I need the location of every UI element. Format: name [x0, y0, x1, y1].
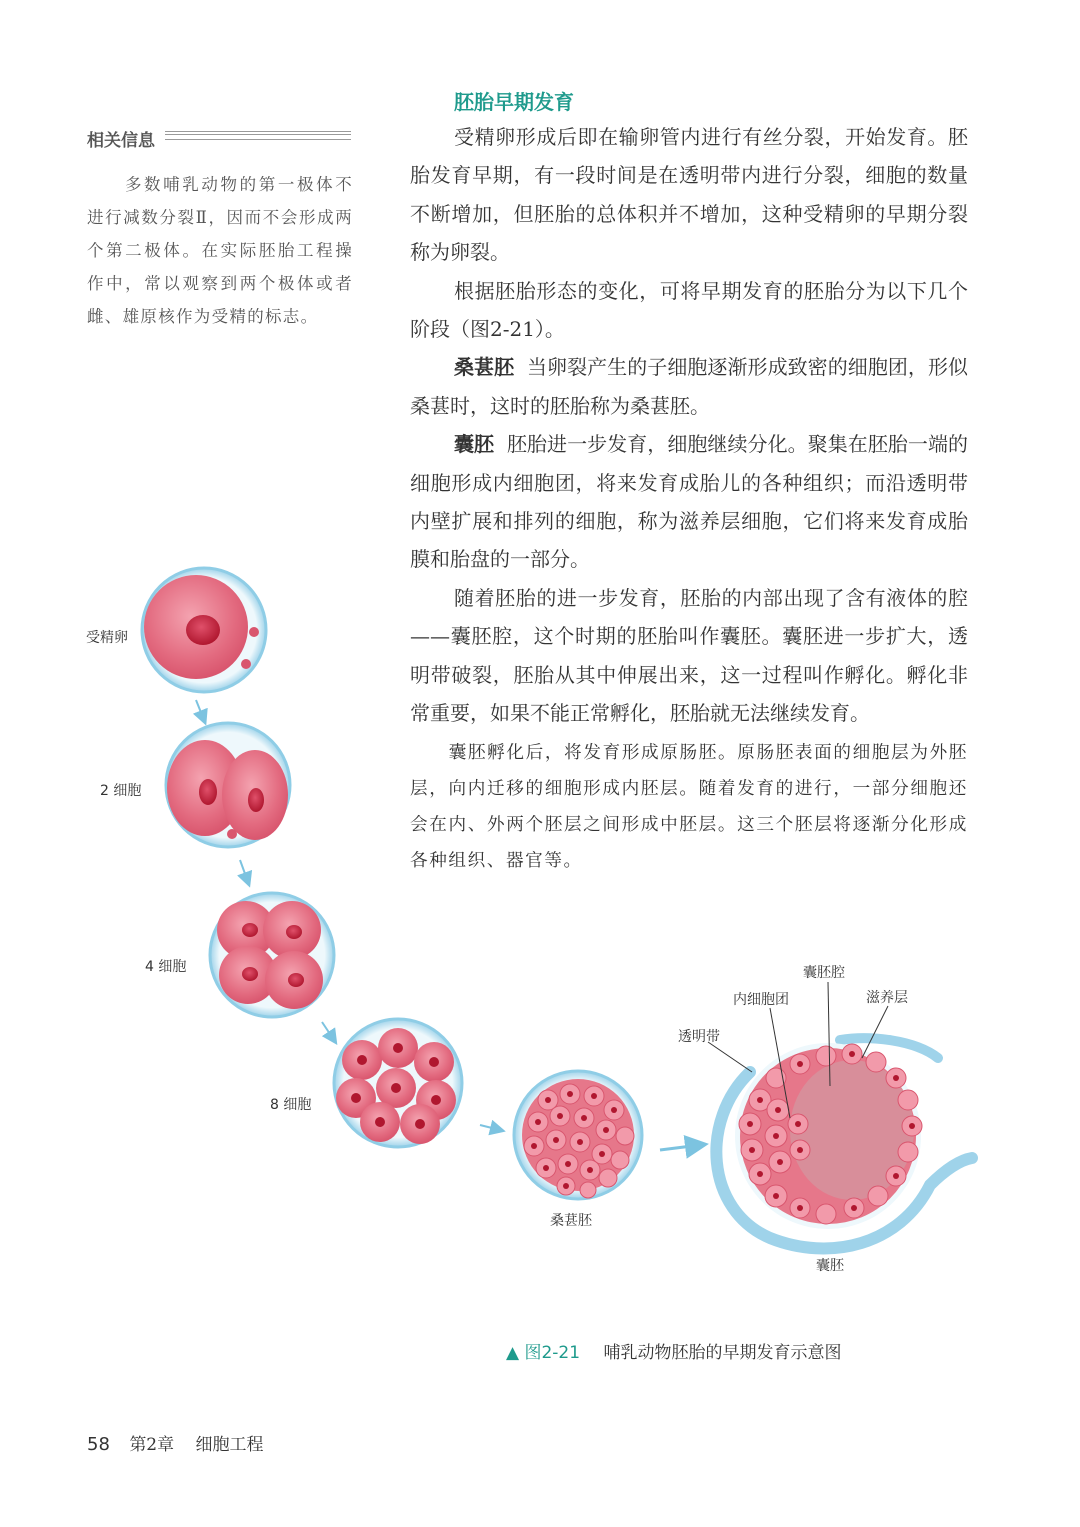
two-cell-illustration [166, 723, 290, 847]
paragraph-1: 受精卵形成后即在输卵管内进行有丝分裂，开始发育。胚胎发育早期，有一段时间是在透明带内进行分裂，细胞的数量不断增加，但胚胎的总体积并不增加，这种受精卵的早期分裂称为卵裂。 [410, 125, 968, 265]
label-two-cell: 2 细胞 [100, 783, 142, 799]
label-morula: 桑葚胚 [550, 1213, 592, 1229]
label-eight-cell: 8 细胞 [270, 1097, 312, 1113]
paragraph-3-text: 当卵裂产生的子细胞逐渐形成致密的细胞团，形似桑葚时，这时的胚胎称为桑葚胚。 [410, 355, 969, 418]
paragraph-6: 囊胚孵化后，将发育形成原肠胚。原肠胚表面的细胞层为外胚层，向内迁移的细胞形成内胚层。随着发育的进行，一部分细胞还会在内、外两个胚层之间形成中胚层。这三个胚层将逐渐分化形成各种组织、器官等。 [410, 742, 968, 871]
label-four-cell: 4 细胞 [145, 959, 187, 975]
page-footer [87, 1430, 264, 1455]
paragraph-2: 根据胚胎形态的变化，可将早期发育的胚胎分为以下几个阶段（图2-21）。 [410, 278, 968, 342]
section-title: 胚胎早期发育 [454, 90, 574, 114]
paragraph-5: 随着胚胎的进一步发育，胚胎的内部出现了含有液体的腔——囊胚腔，这个时期的胚胎叫作囊胚。囊胚进一步扩大，透明带破裂，胚胎从其中伸展出来，这一过程叫作孵化。孵化非常重要，如果不能正常孵化，胚胎就无法继续发育。 [410, 585, 968, 726]
blastocyst-illustration [716, 1038, 972, 1248]
eight-cell-illustration [334, 1019, 462, 1147]
caption-number: 图2-21 [524, 1343, 581, 1363]
term-blastocyst: 囊胚 [454, 432, 495, 457]
label-zona-pellucida: 透明带 [678, 1029, 720, 1045]
label-blastocoel: 囊胚腔 [803, 965, 845, 981]
zygote-illustration [142, 568, 266, 692]
paragraph-4-text: 胚胎进一步发育，细胞继续分化。聚集在胚胎一端的细胞形成内细胞团，将来发育成胎儿的各种组织；而沿透明带内壁扩展和排列的细胞，称为滋养层细胞，它们将来发育成胎膜和胎盘的一部分。 [410, 432, 969, 572]
sidebar-title: 相关信息 [87, 131, 155, 151]
caption-text: 哺乳动物胚胎的早期发育示意图 [603, 1343, 842, 1363]
chapter-number: 第2章 [129, 1435, 175, 1455]
label-inner-cell-mass: 内细胞团 [733, 992, 789, 1008]
chapter-title: 细胞工程 [195, 1435, 264, 1455]
caption-marker-icon: ▲ [506, 1343, 520, 1363]
label-zygote: 受精卵 [86, 630, 128, 646]
term-morula: 桑葚胚 [454, 355, 515, 380]
label-blastocyst: 囊胚 [816, 1258, 844, 1274]
label-trophoblast: 滋养层 [866, 990, 908, 1006]
four-cell-illustration [210, 893, 334, 1017]
page-number: 58 [87, 1434, 110, 1455]
morula-illustration [514, 1071, 642, 1199]
sidebar-paragraph: 多数哺乳动物的第一极体不进行减数分裂Ⅱ，因而不会形成两个第二极体。在实际胚胎工程操作中，常以观察到两个极体或者雌、雄原核作为受精的标志。 [87, 175, 353, 326]
figure-caption [506, 1338, 841, 1363]
